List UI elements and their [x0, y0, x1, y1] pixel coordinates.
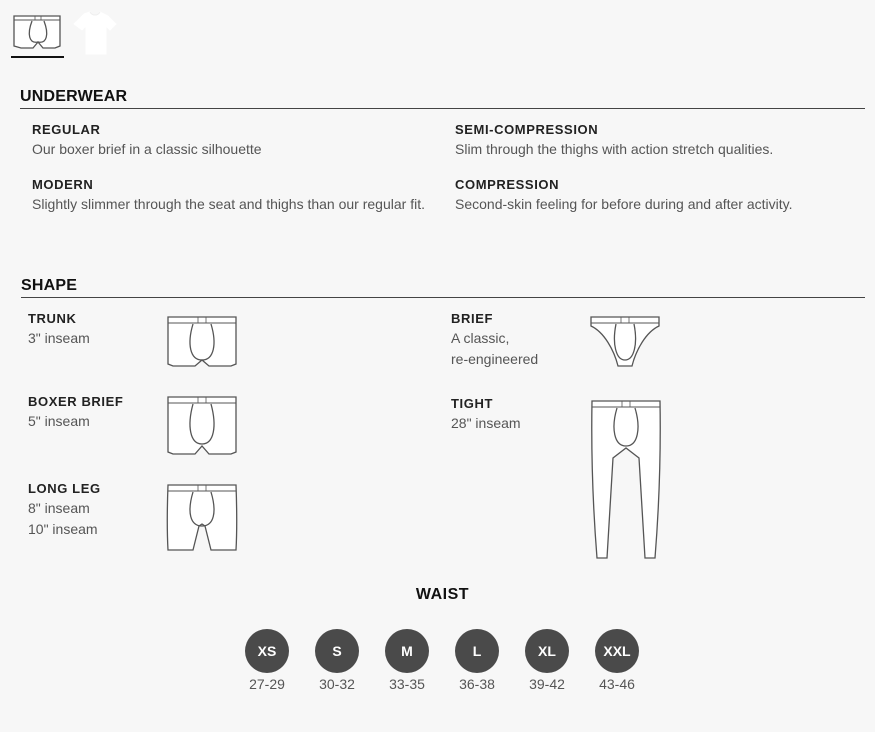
shape-desc-brief-1: A classic, [451, 330, 510, 346]
size-l-button[interactable]: L [455, 629, 499, 673]
shape-desc-brief-2: re-engineered [451, 351, 539, 367]
waist-title: WAIST [415, 586, 470, 603]
fit-name-modern: MODERN [32, 177, 94, 192]
long-leg-illustration [165, 482, 239, 554]
underwear-divider [20, 108, 865, 109]
shape-section-title: SHAPE [21, 277, 78, 294]
fit-desc-compression: Second-skin feeling for before during and after activity. [455, 196, 793, 212]
shape-name-brief: BRIEF [451, 311, 493, 326]
boxer-brief-illustration [165, 394, 239, 456]
size-xxl-range: 43-46 [599, 676, 635, 692]
shape-desc-boxer-brief: 5" inseam [28, 413, 90, 429]
tight-illustration [589, 398, 663, 560]
active-tab-indicator [11, 56, 64, 58]
fit-name-compression: COMPRESSION [455, 177, 560, 192]
shape-name-boxer-brief: BOXER BRIEF [28, 394, 124, 409]
size-m-button[interactable]: M [385, 629, 429, 673]
shirt-icon [70, 10, 118, 56]
size-xs-button[interactable]: XS [245, 629, 289, 673]
size-s-range: 30-32 [319, 676, 355, 692]
fit-desc-modern: Slightly slimmer through the seat and thighs than our regular fit. [32, 196, 425, 212]
shape-name-long-leg: LONG LEG [28, 481, 101, 496]
fit-name-semi-compression: SEMI-COMPRESSION [455, 122, 599, 137]
shape-name-trunk: TRUNK [28, 311, 77, 326]
size-xxl-button[interactable]: XXL [595, 629, 639, 673]
tab-shirt[interactable] [70, 10, 118, 56]
fit-desc-regular: Our boxer brief in a classic silhouette [32, 141, 262, 157]
shape-divider [21, 297, 865, 298]
fit-name-regular: REGULAR [32, 122, 101, 137]
size-s-button[interactable]: S [315, 629, 359, 673]
size-xs-range: 27-29 [249, 676, 285, 692]
brief-illustration [588, 314, 662, 370]
underwear-icon [11, 12, 65, 52]
shape-desc-long-leg-1: 8" inseam [28, 500, 90, 516]
fit-desc-semi-compression: Slim through the thighs with action stretch qualities. [455, 141, 774, 157]
tab-underwear[interactable] [11, 12, 65, 58]
size-xl-range: 39-42 [529, 676, 565, 692]
trunk-illustration [165, 314, 239, 368]
shape-desc-trunk: 3" inseam [28, 330, 90, 346]
size-xl-button[interactable]: XL [525, 629, 569, 673]
shape-desc-long-leg-2: 10" inseam [28, 521, 98, 537]
underwear-section-title: UNDERWEAR [20, 88, 128, 105]
shape-name-tight: TIGHT [451, 396, 493, 411]
size-l-range: 36-38 [459, 676, 495, 692]
shape-desc-tight: 28" inseam [451, 415, 521, 431]
size-m-range: 33-35 [389, 676, 425, 692]
